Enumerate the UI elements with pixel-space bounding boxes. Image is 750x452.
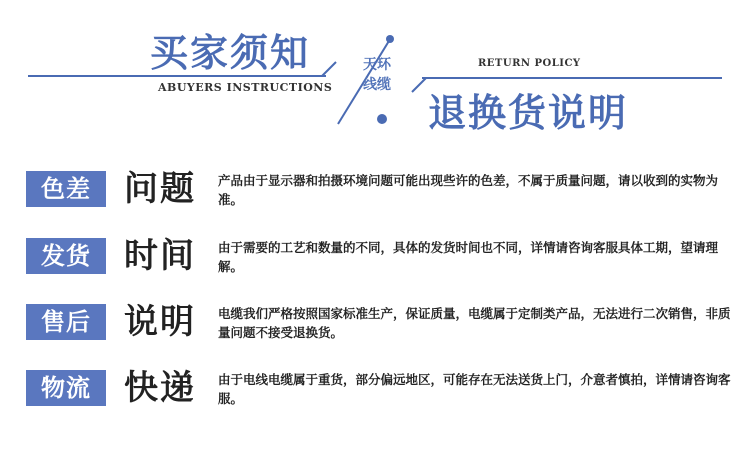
row-badge: 色差 xyxy=(26,171,106,207)
notice-row-aftersales xyxy=(0,296,750,348)
slash-dot-bottom xyxy=(377,114,387,124)
row-badge: 发货 xyxy=(26,238,106,274)
row-heading: 快递 xyxy=(124,368,196,408)
left-underline-tick xyxy=(322,62,336,76)
title-buyer-notice: 买家须知 xyxy=(150,31,311,75)
brand-word-line1: 天环 xyxy=(363,57,391,73)
notice-row-logistics xyxy=(0,362,750,414)
row-description: 由于电线电缆属于重货，部分偏远地区，可能存在无法送货上门，介意者慎拍，详情请咨询客服。 xyxy=(218,372,731,406)
subtitle-buyer-instructions: ABUYERS INSTRUCTIONS xyxy=(158,81,333,94)
header-banner xyxy=(0,0,750,150)
row-heading: 说明 xyxy=(124,302,196,342)
brand-word-line2: 线缆 xyxy=(363,77,391,93)
title-return-policy: 退换货说明 xyxy=(428,91,629,135)
row-description: 由于需要的工艺和数量的不同，具体的发货时间也不同，详情请咨询客服具体工期，望请理解。 xyxy=(218,240,719,274)
slash-dot-top xyxy=(386,35,394,43)
row-badge: 物流 xyxy=(26,370,106,406)
notice-row-shipping xyxy=(0,230,750,282)
row-description: 产品由于显示器和拍摄环境问题可能出现些许的色差，不属于质量问题，请以收到的实物为准。 xyxy=(218,173,719,207)
notice-row-color xyxy=(0,163,750,215)
row-heading: 时间 xyxy=(124,236,196,276)
row-badge: 售后 xyxy=(26,304,106,340)
brand-word xyxy=(354,55,400,95)
row-description: 电缆我们严格按照国家标准生产，保证质量，电缆属于定制类产品，无法进行二次销售，非质量问题不接受退换货。 xyxy=(218,306,731,340)
right-underline-tick xyxy=(412,78,426,92)
row-heading: 问题 xyxy=(124,169,196,209)
subtitle-return-policy: RETURN POLICY xyxy=(478,58,581,69)
